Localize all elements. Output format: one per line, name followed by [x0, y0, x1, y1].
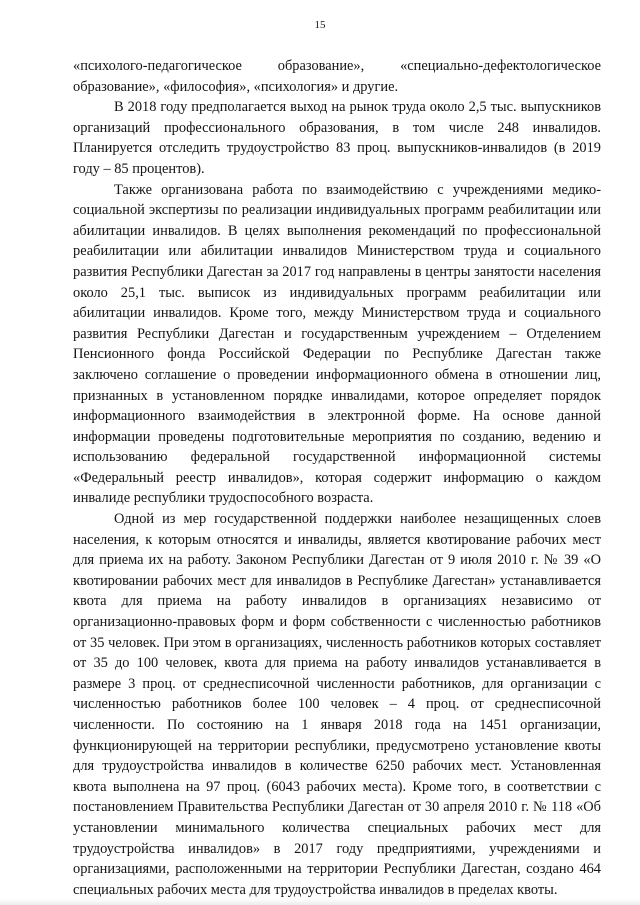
- paragraph-job-quotas: Одной из мер государственной поддержки наиболее незащищенных слоев населения, к которым относятся и инвалиды, является квотирование рабочих мест для приема их на работу. Законом Республики Дагестан от 9 июля 2010 г. № 39 «О квотировании рабочих мест для инвалидов в Республике Дагестан» устанавливается квота для приема на работу инвалидов в организациях независимо от организационно-правовых форм и форм собственности с численностью работников от 35 человек. При этом в организациях, численность работников которых составляет от 35 до 100 человек, квота для приема на работу инвалидов устанавливается в размере 3 проц. от среднесписочной численности работников, для организации с численностью работников более 100 человек – 4 проц. от среднесписочной численности. По состоянию на 1 января 2018 года на 1451 организации, функционирующей на территории республики, предусмотрено установление квоты для трудоустройства инвалидов в количестве 6250 рабочих мест. Установленная квота выполнена на 97 проц. (6043 рабочих места). Кроме того, в соответствии с постановлением Правительства Республики Дагестан от 30 апреля 2010 г. № 118 «Об установлении минимального количества специальных рабочих мест для трудоустройства инвалидов» в 2017 году предприятиями, учреждениями и организациями, расположенными на территории Республики Дагестан, создано 464 специальных рабочих места для трудоустройства инвалидов в пределах квоты.: [73, 511, 601, 898]
- document-body: [73, 56, 601, 900]
- paragraph-graduates-2018: В 2018 году предполагается выход на рынок труда около 2,5 тыс. выпускников организаций профессионального образования, в том числе 248 инвалидов. Планируется отследить трудоустройство 83 проц. выпускников-инвалидов (в 2019 году – 85 процентов).: [73, 99, 601, 177]
- scan-bottom-edge: [0, 899, 640, 905]
- paragraph-education-programs: «психолого-педагогическое образование», «специально-дефектологическое образование», «философия», «психология» и другие.: [73, 58, 601, 95]
- paragraph-medical-social-expertise: Также организована работа по взаимодействию с учреждениями медико-социальной экспертизы по реализации индивидуальных программ реабилитации или абилитации инвалидов. В целях выполнения рекомендаций по профессиональной реабилитации или абилитации инвалидов Министерством труда и социального развития Республики Дагестан за 2017 год направлены в центры занятости населения около 25,1 тыс. выписок из индивидуальных программ реабилитации или абилитации инвалидов. Кроме того, между Министерством труда и социального развития Республики Дагестан и государственным учреждением – Отделением Пенсионного фонда Российской Федерации по Республике Дагестан также заключено соглашение о проведении информационного обмена в отношении лиц, признанных в установленном порядке инвалидами, которое определяет порядок информационного взаимодействия в электронной форме. На основе данной информации проведены подготовительные мероприятия по созданию, ведению и использованию федеральной государственной информационной системы «Федеральный реестр инвалидов», которая содержит информацию о каждом инвалиде республики трудоспособного возраста.: [73, 181, 601, 507]
- page-number: 15: [314, 19, 326, 31]
